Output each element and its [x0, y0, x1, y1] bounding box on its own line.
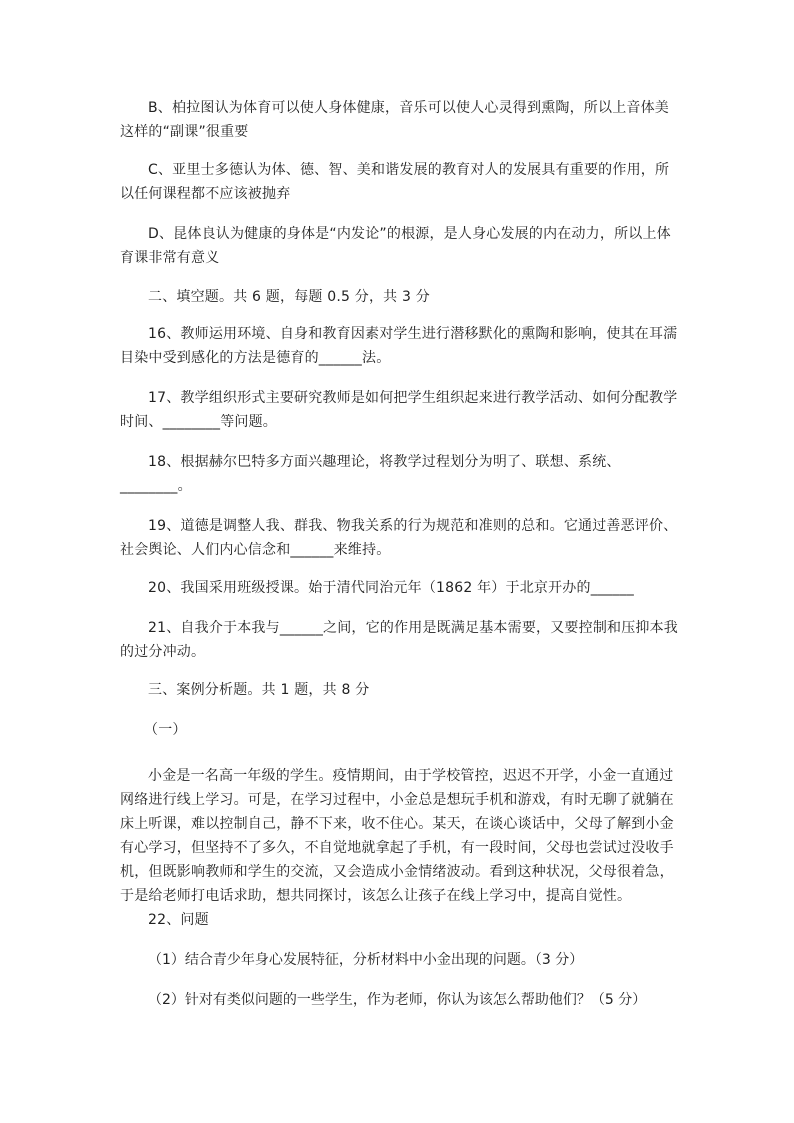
question-21: 21、自我介于本我与______之间，它的作用是既满足基本需要，又要控制和压抑本我的过分冲动。 [120, 620, 679, 660]
option-b: B、柏拉图认为体育可以使人身体健康，音乐可以使人心灵得到熏陶，所以上音体美这样的“副课”很重要 [120, 100, 670, 140]
question-18: 18、根据赫尔巴特多方面兴趣理论，将教学过程划分为明了、联想、系统、________。 [120, 454, 621, 494]
section-heading-fill-blank: 二、填空题。共 6 题，每题 0.5 分，共 3 分 [148, 289, 430, 305]
question-16: 16、教师运用环境、自身和教育因素对学生进行潜移默化的熏陶和影响，使其在耳濡目染中受到感化的方法是德育的______法。 [120, 326, 678, 366]
case-text: 小金是一名高一年级的学生。疫情期间，由于学校管控，迟迟不开学，小金一直通过网络进行线上学习。可是，在学习过程中，小金总是想玩手机和游戏，有时无聊了就躺在床上听课，难以控制自己，静不下来，收不住心。某天，在谈心谈话中，父母了解到小金有心学习，但坚持不了多久，不自觉地就拿起了手机，有一段时间，父母也尝试过没收手机，但既影响教师和学生的交流，又会造成小金情绪波动。看到这种状况，父母很着急，于是给老师打电话求助，想共同探讨，该怎么让孩子在线上学习中，提高自觉性。 [120, 768, 674, 904]
question-22: 22、问题 [148, 912, 209, 928]
question-17: 17、教学组织形式主要研究教师是如何把学生组织起来进行教学活动、如何分配教学时间、________等问题。 [120, 390, 678, 430]
question-19: 19、道德是调整人我、群我、物我关系的行为规范和准则的总和。它通过善恶评价、社会舆论、人们内心信念和______来维持。 [120, 518, 678, 558]
question-22-part-1: （1）结合青少年身心发展特征，分析材料中小金出现的问题。（3 分） [148, 952, 584, 968]
option-c: C、亚里士多德认为体、德、智、美和谐发展的教育对人的发展具有重要的作用，所以任何课程都不应该被抛弃 [120, 162, 670, 202]
section-heading-case-analysis: 三、案例分析题。共 1 题，共 8 分 [148, 682, 370, 698]
option-d: D、昆体良认为健康的身体是“内发论”的根源，是人身心发展的内在动力，所以上体育课非常有意义 [120, 226, 671, 266]
case-number: （一） [144, 722, 187, 738]
question-22-part-2: （2）针对有类似问题的一些学生，作为老师，你认为该怎么帮助他们？（5 分） [148, 992, 647, 1008]
question-20: 20、我国采用班级授课。始于清代同治元年（1862 年）于北京开办的______ [148, 580, 634, 596]
